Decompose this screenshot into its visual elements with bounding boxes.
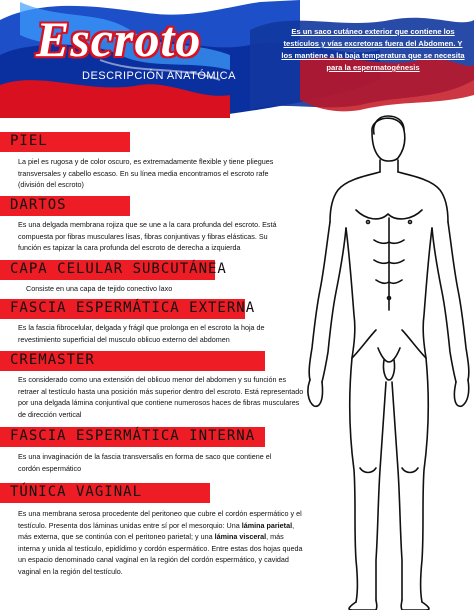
- page-title: Escroto: [36, 11, 202, 67]
- lamina-visceral-term: lámina visceral: [214, 532, 267, 542]
- section-heading-fascia-externa: FASCIA ESPERMÁTICA EXTERNA: [10, 300, 256, 316]
- section-band-capa-celular: [0, 260, 227, 280]
- section-band-piel: [0, 132, 130, 152]
- section-text-piel: La piel es rugosa y de color oscuro, es extremadamente flexible y tiene pliegues transversales y cabello escaso. En su línea media encontramos el escroto rafe (división del escroto): [18, 157, 274, 190]
- lamina-parietal-term: lámina parietal: [241, 520, 293, 530]
- section-heading-tunica-vaginal: TÚNICA VAGINAL: [10, 484, 143, 500]
- section-band-fascia-externa: [0, 299, 256, 319]
- section-band-cremaster: [0, 351, 265, 371]
- section-heading-piel: PIEL: [10, 133, 48, 149]
- section-heading-cremaster: CREMASTER: [10, 352, 95, 368]
- header-banner: [0, 0, 474, 118]
- page-subtitle: DESCRIPCIÓN ANATÓMICA: [82, 70, 236, 82]
- section-text-dartos: Es una delgada membrana rojiza que se une a la cara profunda del escroto. Está compuesta por fibras musculares lisas, fibras conjuntivas y fibras elásticas. Su función es tapizar la cara profunda del escroto de derecha a izquierda: [18, 220, 277, 253]
- section-band-tunica-vaginal: [0, 483, 210, 503]
- section-band-dartos: [0, 196, 130, 216]
- section-text-tunica-vaginal: Es una membrana serosa procedente del peritoneo que cubre el cordón espermático y el testículo. Presenta dos láminas unidas entre sí por el mesorquio: Una lámina parietal, más externa, que se continúa con el peritoneo parietal; y una lámina visceral, más interna y unida al testículo, epidídimo y cordón espermático. Entre estas dos hojas queda un espacio denominado canal vaginal en la región del cordón espermático, y cavidad vaginal en la región del testículo.: [18, 509, 303, 576]
- section-text-capa-celular: Consiste en una capa de tejido conectivo laxo: [26, 284, 173, 293]
- intro-text: Es un saco cutáneo exterior que contiene los testículos y vías excretoras fuera del Abdomen. Y los mantiene a la baja temperatura que se necesita para la espermatogénesis: [281, 27, 465, 72]
- section-band-fascia-interna: [0, 427, 265, 447]
- section-text-fascia-interna: Es una invaginación de la fascia transversalis en forma de saco que contiene el cordón espermático: [18, 452, 272, 473]
- section-text-fascia-externa: Es la fascia fibrocelular, delgada y frágil que prolonga en el escroto la hoja de revestimiento superficial del musculo oblicuo externo del abdomen: [18, 323, 265, 344]
- section-heading-dartos: DARTOS: [10, 197, 67, 213]
- section-heading-capa-celular: CAPA CELULAR SUBCUTÁNEA: [10, 261, 227, 277]
- section-text-cremaster: Es considerado como una extensión del oblicuo menor del abdomen y su función es retraer al testículo hasta una posición más superior dentro del escroto. Está representado por una delgada lámina conjuntival que contiene numerosos haces de fibras musculares de dirección vertical: [18, 375, 304, 419]
- human-body-outline-icon: [300, 110, 470, 610]
- section-heading-fascia-interna: FASCIA ESPERMÁTICA INTERNA: [10, 428, 256, 444]
